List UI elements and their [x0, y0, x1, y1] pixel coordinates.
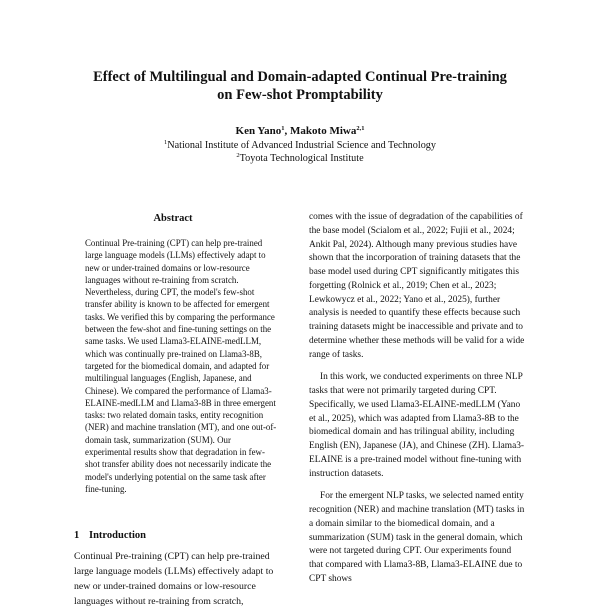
section-number: 1 [74, 530, 80, 541]
right-column [309, 211, 527, 587]
affiliation-mark: 2 [236, 152, 240, 159]
abstract-heading: Abstract [153, 213, 193, 224]
author-name: Ken Yano [235, 125, 282, 137]
author-list [40, 124, 560, 138]
body-paragraph: In this work, we conducted experiments on three NLP tasks that were not primarily targeted during CPT. Specifically, we used Llama3-ELAINE-medLLM (Yano et al., 2025), which was adapted from Llama3-8B to the biomedical domain and has trilingual ability, including English (EN), Japanese (JA), and Chinese (ZH). Llama3-ELAINE is a pre-trained model without fine-tuning with instruction datasets. [309, 372, 525, 479]
title-line-1: Effect of Multilingual and Domain-adapted Continual Pre-training [93, 69, 507, 85]
body-paragraph: comes with the issue of degradation of the capabilities of the base model (Scialom et al., 2022; Fujii et al., 2024; Ankit Pal, 2024). Although many previous studies have shown that the incorporation of training datasets that the base model used during CPT significantly mitigates this forgetting (Rolnick et al., 2019; Chen et al., 2023; Lewkowycz et al., 2022; Yano et al., 2025), further analysis is needed to quantify these effects because such training datasets might be inaccessible and private and to determine whether these methods will be valid for a wide range of tasks. [309, 212, 525, 360]
paper-title [40, 68, 560, 104]
abstract-text: Continual Pre-training (CPT) can help pre-trained large language models (LLMs) effectively adapt to new or under-trained domains or low-resource languages without re-training from scratch. Nevertheless, during CPT, the model's few-shot transfer ability is known to be affected for emergent tasks. We verified this by comparing the performance between the few-shot and fine-tuning settings on the same tasks. We used Llama3-ELAINE-medLLM, which was continually pre-trained on Llama3-8B, targeted for the biomedical domain, and adapted for multilingual languages (English, Japanese, and Chinese). We compared the performance of Llama3-ELAINE-medLLM and Llama3-8B in three emergent tasks: two related domain tasks, entity recognition (NER) and machine translation (MT), and one out-of-domain task, summarization (SUM). Our experimental results show that degradation in few-shot transfer ability does not necessarily indicate the model's underlying potential on the same task after fine-tuning. [85, 238, 277, 494]
author-affiliation-mark: 1 [281, 125, 285, 132]
section-title: Introduction [89, 530, 146, 541]
affiliation-name: National Institute of Advanced Industrial Science and Technology [167, 140, 436, 151]
section-heading [74, 530, 146, 541]
introduction-text: Continual Pre-training (CPT) can help pre-trained large language models (LLMs) effectively adapt to new or under-trained domains or low-resource languages without re-training from scratch, [74, 551, 274, 607]
author-separator: , [284, 125, 291, 137]
affiliation-name: Toyota Technological Institute [239, 153, 364, 164]
title-line-2: on Few-shot Promptability [217, 87, 383, 103]
body-paragraph: For the emergent NLP tasks, we selected named entity recognition (NER) and machine translation (MT) tasks in a domain similar to the biomedical domain, and a summarization (SUM) task in the general domain, which were not targeted during CPT. Our experiments found that compared with Llama3-8B, Llama3-ELAINE due to CPT shows [309, 491, 525, 584]
affiliation [40, 152, 560, 165]
author-name: Makoto Miwa [290, 125, 357, 137]
affiliation-mark: 1 [164, 139, 168, 146]
author-affiliation-mark: 2,1 [356, 125, 365, 132]
affiliation [40, 139, 560, 152]
